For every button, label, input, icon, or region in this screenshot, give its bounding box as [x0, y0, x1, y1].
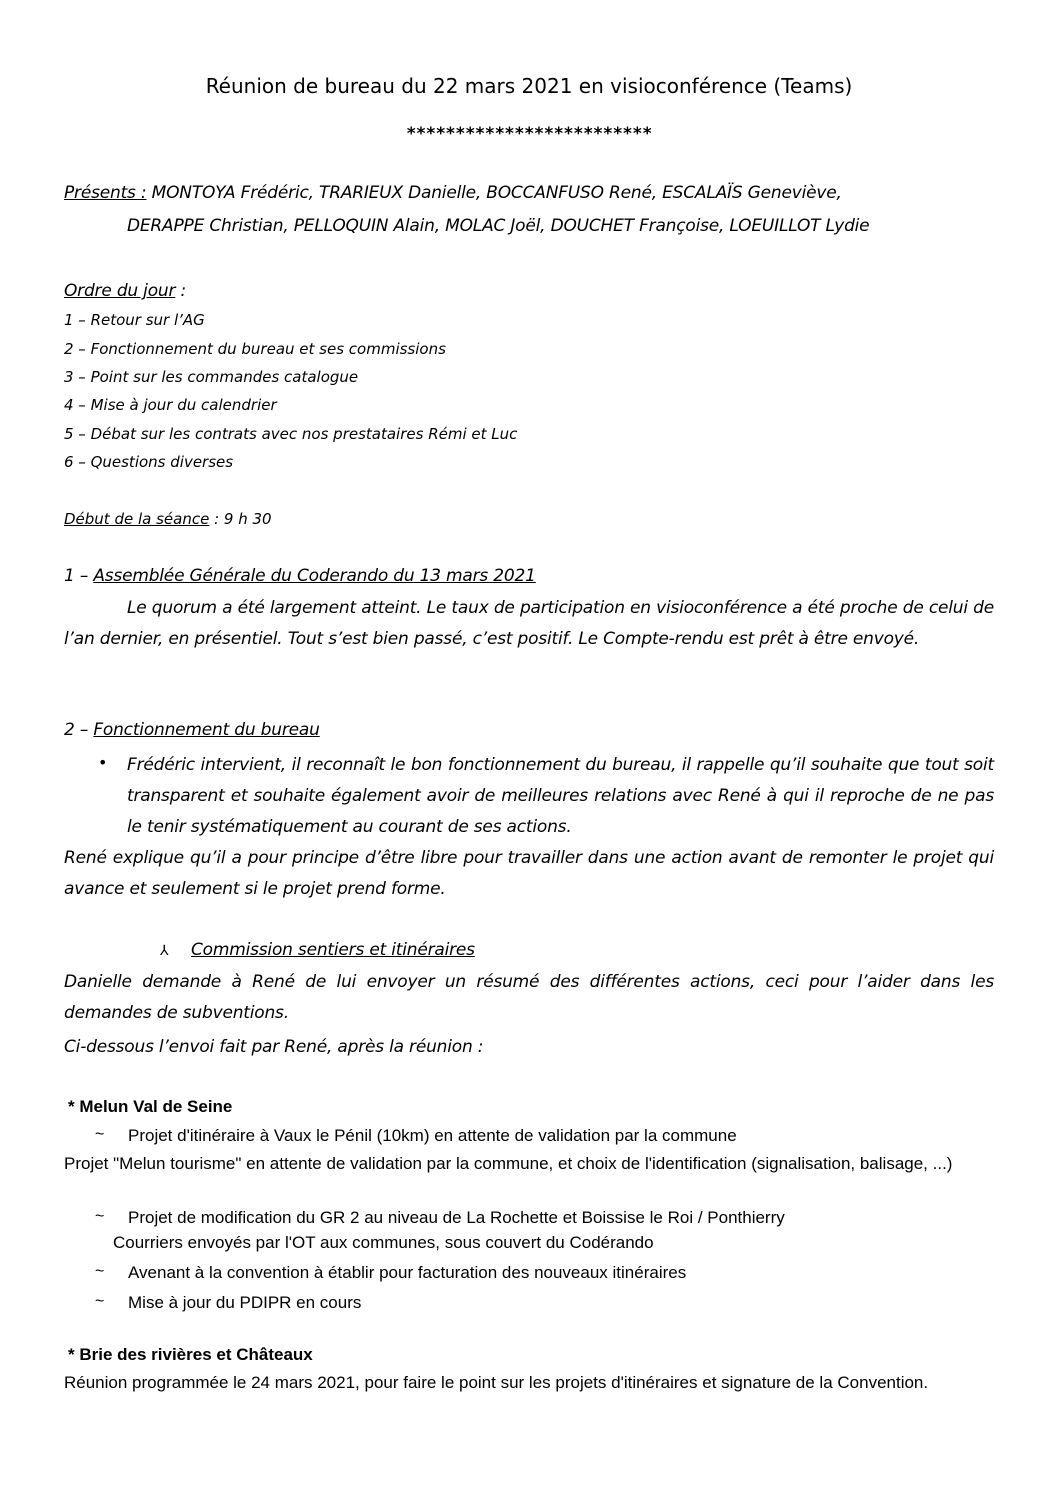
session-start-value: : 9 h 30	[209, 510, 272, 528]
melun-item: Avenant à la convention à établir pour facturation des nouveaux itinéraires	[128, 1263, 687, 1282]
dash-icon: ~	[95, 1208, 105, 1225]
brie-heading: * Brie des rivières et Châteaux	[68, 1345, 313, 1364]
agenda-item: 3 – Point sur les commandes catalogue	[64, 368, 359, 386]
dash-icon: ~	[95, 1293, 105, 1310]
melun-item: Mise à jour du PDIPR en cours	[128, 1293, 362, 1312]
agenda-item: 4 – Mise à jour du calendrier	[64, 396, 277, 414]
section-2-paragraph: René explique qu’il a pour principe d’être libre pour travailler dans une action avant de remonter le projet qui avance et seulement si le projet prend forme.	[64, 848, 994, 899]
melun-heading: * Melun Val de Seine	[68, 1097, 233, 1116]
section-2-number: 2 –	[64, 720, 94, 740]
commission-note: Ci-dessous l’envoi fait par René, après la réunion :	[64, 1037, 484, 1057]
dash-icon: ~	[95, 1126, 105, 1143]
agenda-item: 5 – Débat sur les contrats avec nos prestataires Rémi et Luc	[64, 425, 518, 443]
bullet-icon: •	[98, 753, 108, 772]
title-separator: *************************	[406, 124, 652, 144]
section-2-bullet: Frédéric intervient, il reconnaît le bon fonctionnement du bureau, il rappelle qu’il souhaite que tout soit transparent et souhaite également avoir de meilleures relations avec René à qui il reproche de ne pas le tenir systématiquement au courant de ses actions.	[127, 755, 994, 837]
section-2-title: Fonctionnement du bureau	[93, 720, 320, 740]
section-1-body: Le quorum a été largement atteint. Le taux de participation en visioconférence a été proche de celui de l’an dernier, en présentiel. Tout s’est bien passé, c’est positif. Le Compte-rendu est prêt à être envoyé.	[64, 598, 994, 649]
section-1-title: Assemblée Générale du Coderando du 13 mars 2021	[93, 566, 536, 586]
agenda-label: Ordre du jour	[64, 281, 176, 301]
agenda-item: 1 – Retour sur l’AG	[64, 311, 205, 329]
commission-paragraph: Danielle demande à René de lui envoyer un résumé des différentes actions, ceci pour l’aider dans les demandes de subventions.	[64, 972, 994, 1023]
melun-paragraph: Projet "Melun tourisme" en attente de validation par la commune, et choix de l'identification (signalisation, balisage, ...)	[64, 1154, 953, 1173]
presents-names-2: DERAPPE Christian, PELLOQUIN Alain, MOLAC Joël, DOUCHET Françoise, LOEUILLOT Lydie	[127, 216, 870, 236]
presents-line-1	[64, 183, 842, 203]
session-start-label: Début de la séance	[64, 510, 210, 528]
melun-item-continuation: Courriers envoyés par l'OT aux communes, sous couvert du Codérando	[113, 1233, 654, 1252]
section-1-number: 1 –	[64, 566, 94, 586]
section-1-heading	[64, 566, 536, 586]
section-2-heading	[64, 720, 320, 740]
agenda-heading	[64, 281, 186, 301]
session-start	[64, 510, 272, 528]
dash-icon: ~	[95, 1263, 105, 1280]
melun-item: Projet d'itinéraire à Vaux le Pénil (10km) en attente de validation par la commune	[128, 1126, 737, 1145]
document-title: Réunion de bureau du 22 mars 2021 en visioconférence (Teams)	[205, 74, 853, 98]
commission-title: Commission sentiers et itinéraires	[191, 940, 475, 960]
agenda-item: 2 – Fonctionnement du bureau et ses commissions	[64, 340, 446, 358]
presents-names-1: MONTOYA Frédéric, TRARIEUX Danielle, BOCCANFUSO René, ESCALAÏS Geneviève,	[146, 183, 842, 203]
brie-paragraph: Réunion programmée le 24 mars 2021, pour faire le point sur les projets d'itinéraires et signature de la Convention.	[64, 1373, 929, 1392]
agenda-item: 6 – Questions diverses	[64, 453, 234, 471]
melun-item: Projet de modification du GR 2 au niveau de La Rochette et Boissise le Roi / Ponthierry	[128, 1208, 785, 1227]
agenda-colon: :	[175, 281, 187, 301]
commission-marker-icon: ⅄	[160, 943, 169, 959]
presents-label: Présents :	[64, 183, 147, 203]
